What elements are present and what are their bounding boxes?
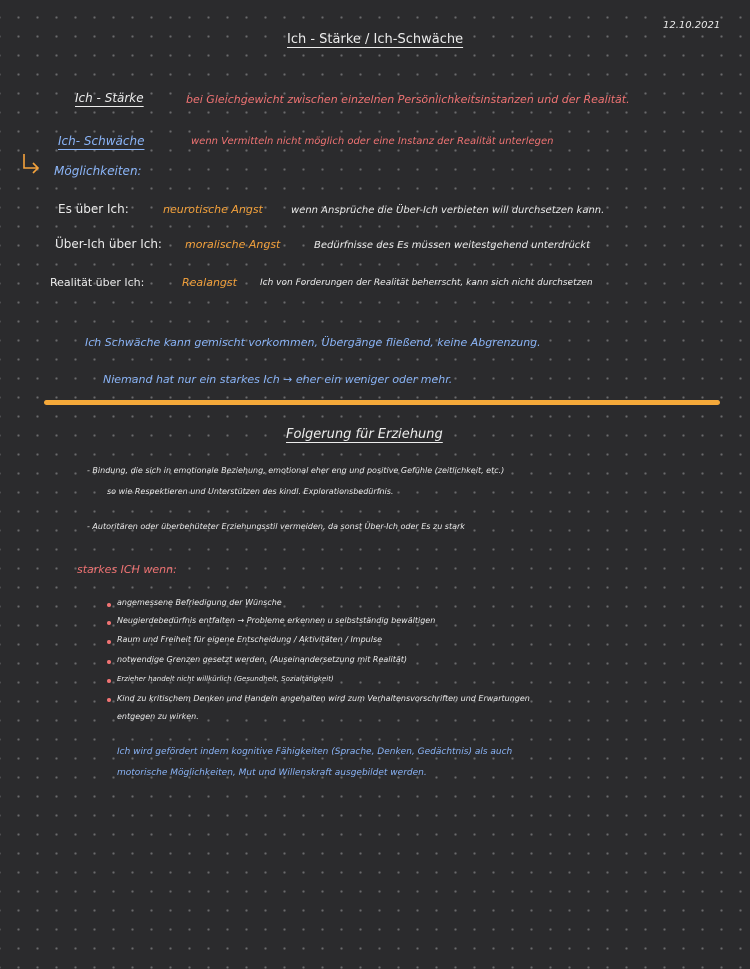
summary-line-2: motorische Möglichkeiten, Mut und Willenskraft ausgebildet werden. — [117, 768, 427, 778]
starkes-ich-item: Erzieher handelt nicht willkürlich (Gesundheit, Sozialtätigkeit) — [117, 675, 334, 683]
starkes-ich-item: Neugierdebedürfnis entfalten → Probleme erkennen u selbstständig bewältigen — [117, 616, 436, 625]
row-ueberich-label: Über-Ich über Ich: — [55, 237, 162, 251]
folgerung-bullet-1-cont: so wie Respektieren und Unterstützen des kindl. Explorationsbedürfnis. — [107, 487, 394, 496]
folgerung-heading: Folgerung für Erziehung — [286, 427, 443, 442]
row-realitaet-label: Realität über Ich: — [50, 276, 145, 289]
bullet-dot-icon — [107, 603, 111, 607]
row-es-text: wenn Ansprüche die Über-Ich verbieten will durchsetzen kann. — [291, 205, 605, 216]
starkes-ich-item-cont: entgegen zu wirken. — [117, 712, 199, 721]
bullet-dot-icon — [107, 660, 111, 664]
folgerung-bullet-2: - Autoritären oder überbehüteter Erziehungsstil vermeiden, da sonst Über-Ich oder Es zu stark — [87, 522, 465, 531]
section-divider — [44, 400, 720, 405]
starkes-ich-item: Kind zu kritischem Denken und Handeln angehalten wird zum Verhaltensvorschriften und Erwartungen — [117, 694, 530, 703]
bullet-dot-icon — [107, 640, 111, 644]
row-realitaet-key: Realangst — [182, 276, 237, 289]
note-date: 12.10.2021 — [663, 20, 721, 31]
page-title: Ich - Stärke / Ich-Schwäche — [287, 32, 464, 47]
row-ueberich-key: moralische Angst — [185, 238, 281, 251]
starkes-ich-item: Raum und Freiheit für eigene Entscheidung / Aktivitäten / Impulse — [117, 635, 383, 644]
bullet-dot-icon — [107, 698, 111, 702]
note-niemand: Niemand hat nur ein starkes Ich → eher ein weniger oder mehr. — [103, 373, 453, 386]
bullet-dot-icon — [107, 621, 111, 625]
folgerung-bullet-1: - Bindung, die sich in emotionale Beziehung, emotional eher eng und positive Gefühle (zeitlichkeit, etc.) — [87, 466, 505, 475]
staerke-label: Ich - Stärke — [75, 91, 144, 105]
starkes-ich-item: notwendige Grenzen gesetzt werden. (Auseinandersetzung mit Realität) — [117, 655, 408, 664]
row-es-key: neurotische Angst — [163, 203, 263, 216]
summary-line-1: Ich wird gefördert indem kognitive Fähigkeiten (Sprache, Denken, Gedächtnis) als auch — [117, 747, 513, 757]
row-realitaet-text: Ich von Forderungen der Realität beherrscht, kann sich nicht durchsetzen — [260, 278, 593, 288]
starkes-ich-item: angemessene Befriedigung der Wünsche — [117, 598, 282, 607]
starkes-ich-heading: starkes ICH wenn: — [77, 563, 177, 576]
staerke-text: bei Gleichgewicht zwischen einzelnen Persönlichkeitsinstanzen und der Realität. — [186, 93, 630, 106]
arrow-right-icon — [22, 154, 42, 176]
row-ueberich-text: Bedürfnisse des Es müssen weitestgehend unterdrückt — [314, 240, 590, 251]
schwaeche-text: wenn Vermitteln nicht möglich oder eine Instanz der Realität unterlegen — [191, 136, 554, 147]
moeglichkeiten-heading: Möglichkeiten: — [54, 164, 142, 178]
row-es-label: Es über Ich: — [58, 202, 129, 216]
schwaeche-label: Ich- Schwäche — [58, 134, 145, 148]
bullet-dot-icon — [107, 679, 111, 683]
note-gemischt: Ich Schwäche kann gemischt vorkommen, Übergänge fließend, keine Abgrenzung. — [85, 336, 541, 349]
